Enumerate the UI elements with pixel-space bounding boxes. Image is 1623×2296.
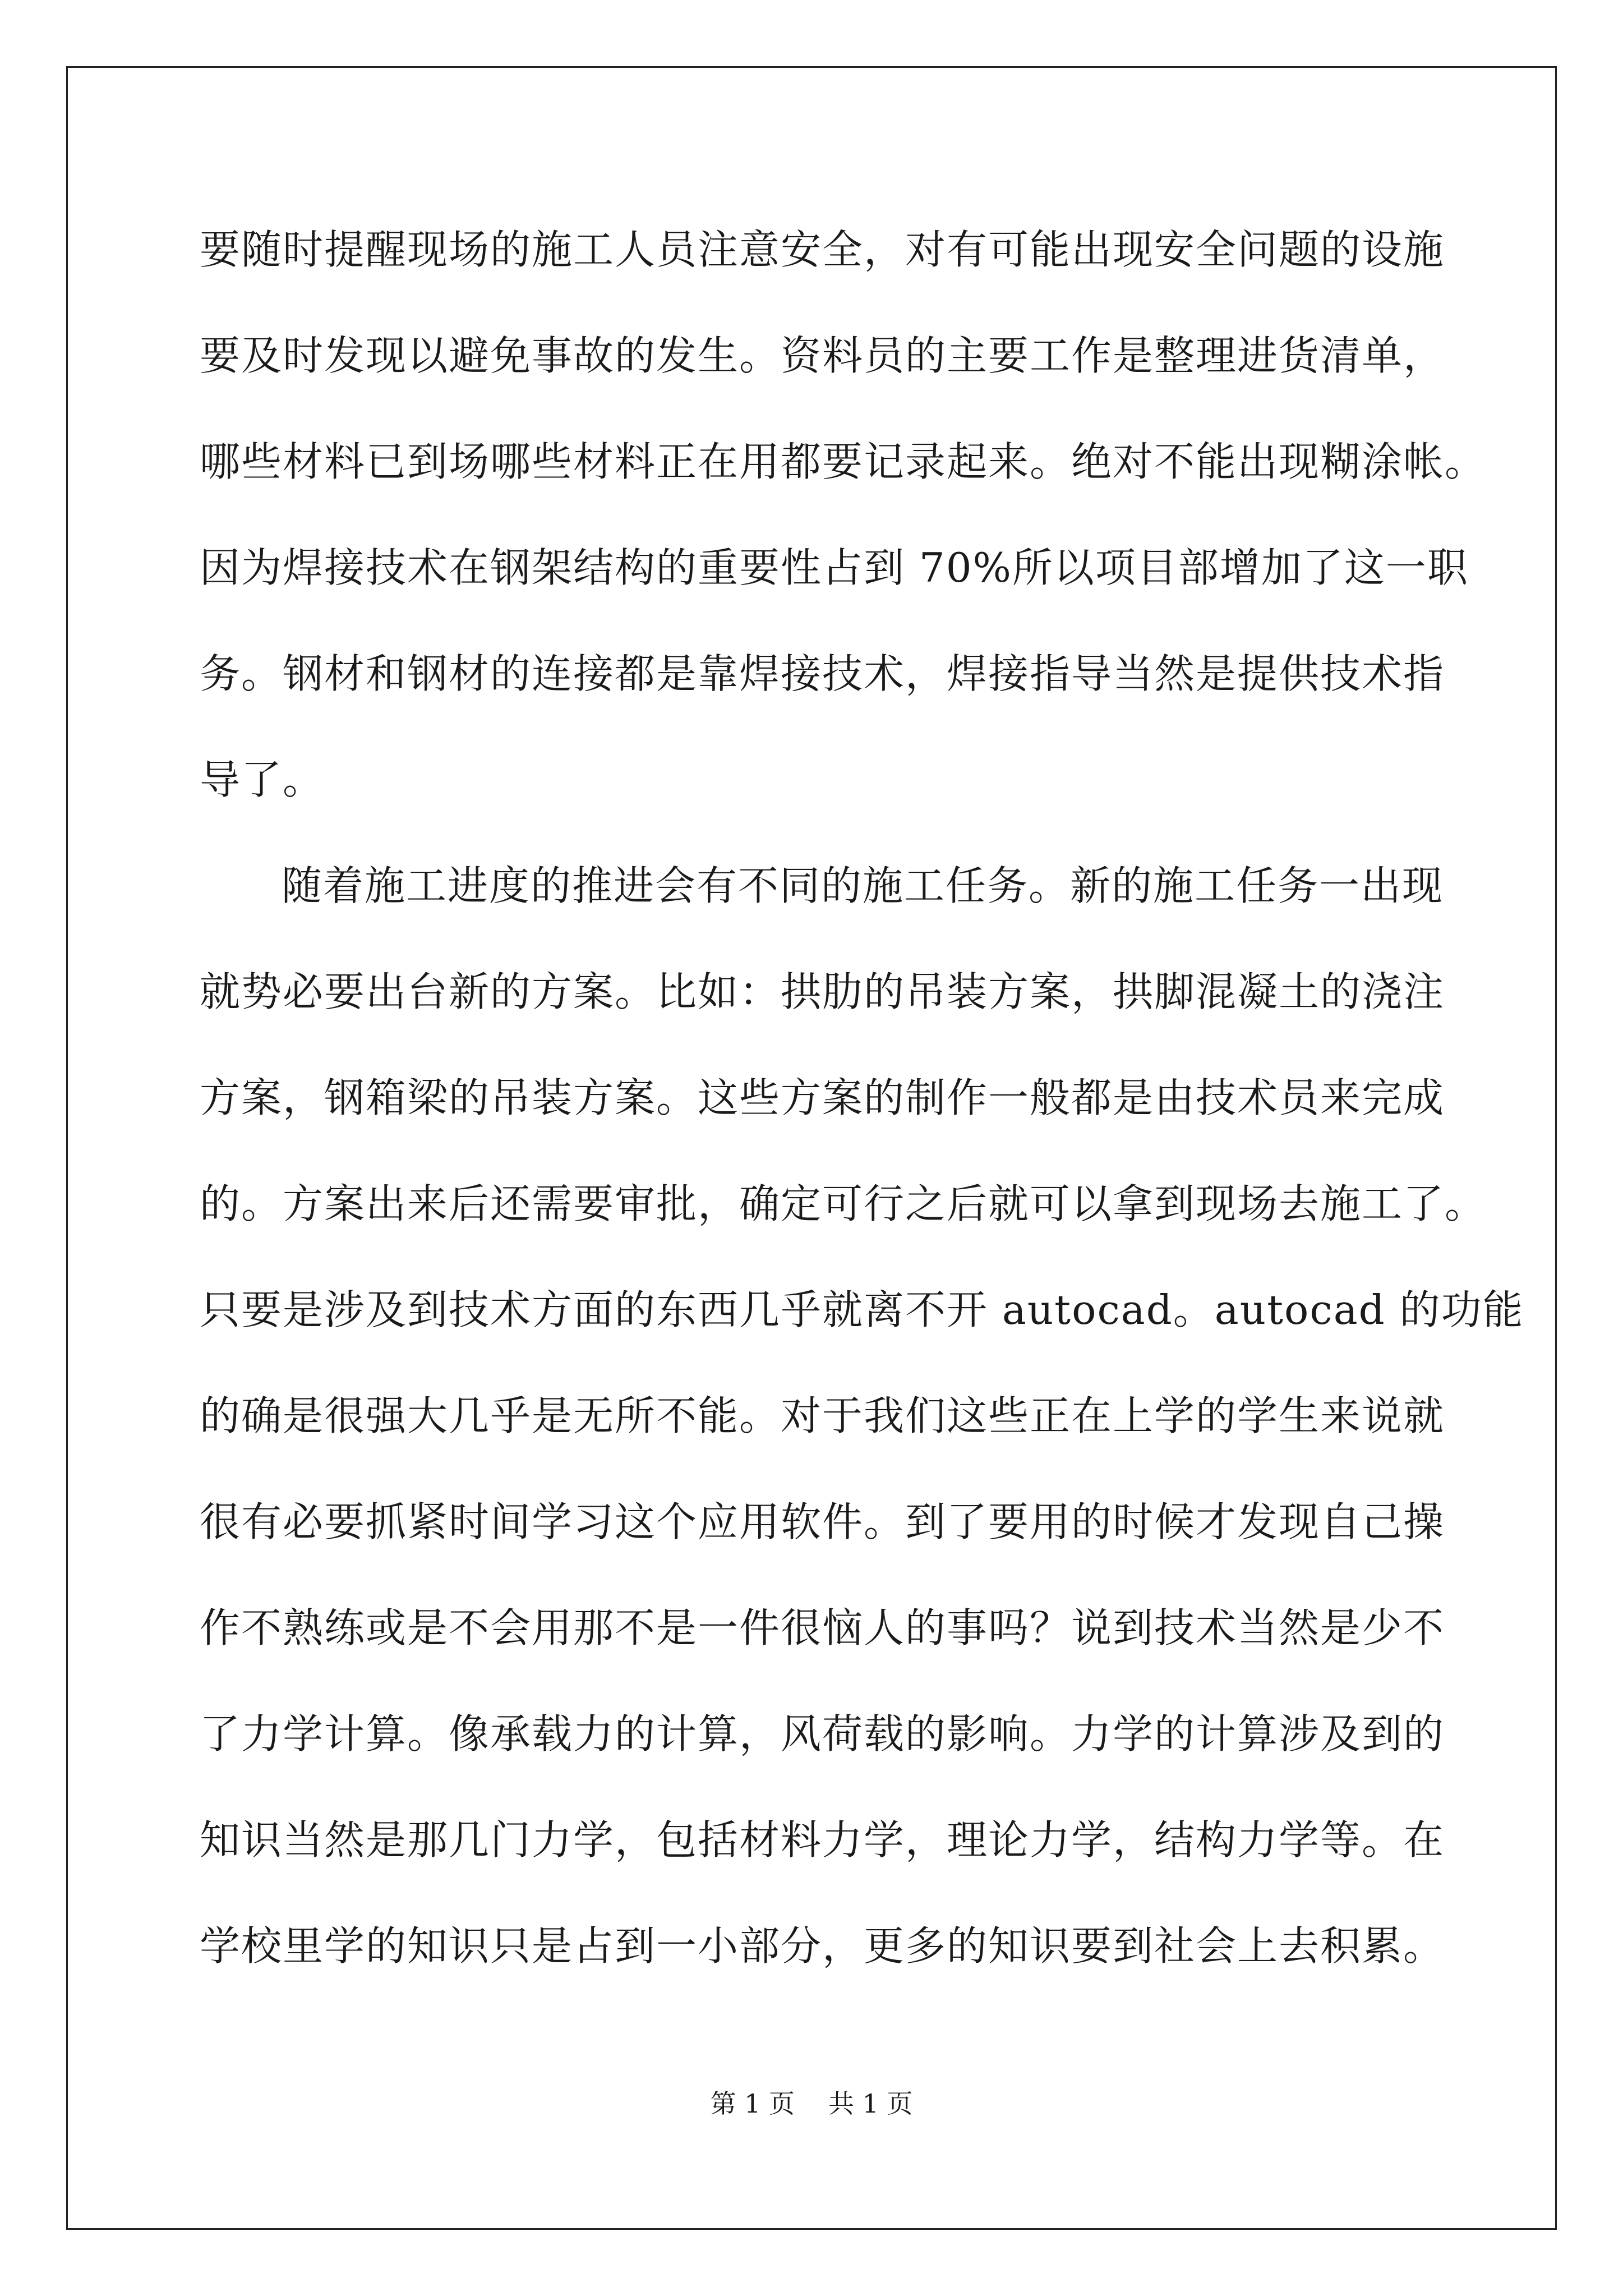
paragraph-start-line: 随着施工进度的推进会有不同的施工任务。新的施工任务一出现 — [282, 862, 1444, 909]
text-line: 知识当然是那几门力学，包括材料力学，理论力学，结构力学等。在 — [200, 1816, 1445, 1864]
text-line: 的确是很强大几乎是无所不能。对于我们这些正在上学的学生来说就 — [200, 1392, 1445, 1439]
body-text — [200, 218, 1524, 2020]
text-line: 学校里学的知识只是占到一小部分，更多的知识要到社会上去积累。 — [200, 1922, 1445, 1970]
text-line: 务。钢材和钢材的连接都是靠焊接技术，焊接指导当然是提供技术指 — [200, 650, 1445, 697]
page-total: 共 1 页 — [828, 2088, 913, 2119]
text-line: 很有必要抓紧时间学习这个应用软件。到了要用的时候才发现自己操 — [200, 1498, 1445, 1545]
text-line: 作不熟练或是不会用那不是一件很恼人的事吗？说到技术当然是少不 — [200, 1604, 1445, 1651]
page-footer — [0, 2087, 1623, 2120]
text-line: 哪些材料已到场哪些材料正在用都要记录起来。绝对不能出现糊涂帐。 — [200, 438, 1487, 485]
text-line: 方案，钢箱梁的吊装方案。这些方案的制作一般都是由技术员来完成 — [200, 1074, 1445, 1121]
text-line: 要及时发现以避免事故的发生。资料员的主要工作是整理进货清单， — [200, 332, 1445, 379]
text-line: 要随时提醒现场的施工人员注意安全，对有可能出现安全问题的设施 — [200, 226, 1445, 273]
text-line: 导了。 — [200, 756, 325, 803]
text-line: 的。方案出来后还需要审批，确定可行之后就可以拿到现场去施工了。 — [200, 1180, 1487, 1227]
page-number: 第 1 页 — [710, 2088, 795, 2119]
text-line: 就势必要出台新的方案。比如：拱肋的吊装方案，拱脚混凝土的浇注 — [200, 968, 1445, 1015]
text-line: 因为焊接技术在钢架结构的重要性占到 70%所以项目部增加了这一职 — [200, 544, 1469, 591]
text-line: 只要是涉及到技术方面的东西几乎就离不开 autocad。autocad 的功能 — [200, 1286, 1524, 1333]
text-line: 了力学计算。像承载力的计算，风荷载的影响。力学的计算涉及到的 — [200, 1710, 1445, 1757]
